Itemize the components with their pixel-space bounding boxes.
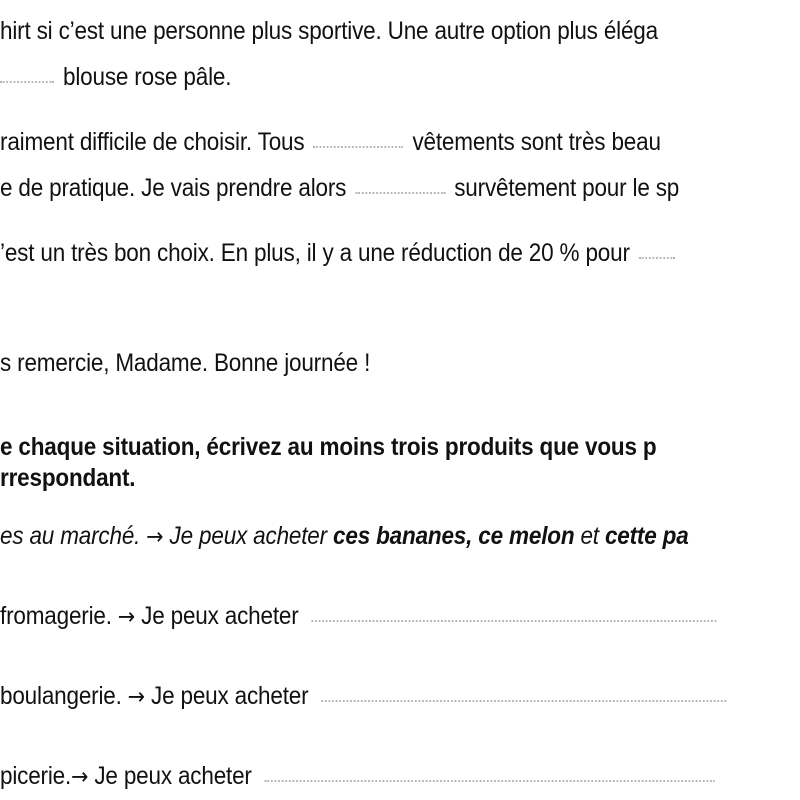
- answer-blank[interactable]: [264, 780, 714, 782]
- example-separator: ,: [466, 522, 473, 550]
- dialogue-text: survêtement pour le sp: [454, 174, 680, 202]
- exercise-item-2: [0, 681, 735, 712]
- exercise-item-3: [0, 761, 723, 792]
- instruction-line-2: rrespondant.: [0, 464, 136, 492]
- exercise-instruction-cont: [0, 463, 135, 493]
- dialogue-line-4: [0, 173, 679, 203]
- dialogue-line-6: [0, 348, 370, 378]
- example-phrase: Je peux acheter: [169, 522, 327, 550]
- answer-blank[interactable]: [639, 257, 675, 259]
- exercise-item-1: [0, 601, 725, 632]
- dialogue-text: s remercie, Madame. Bonne journée !: [0, 349, 371, 377]
- dialogue-text: ’est un très bon choix. En plus, il y a une réduction de 20 % pour: [0, 239, 630, 267]
- arrow-icon: →: [127, 684, 145, 710]
- item-situation: picerie.: [0, 762, 72, 790]
- example-conjunction: et: [580, 522, 599, 550]
- answer-blank[interactable]: [311, 620, 716, 622]
- example-item: cette pa: [604, 522, 689, 550]
- item-situation: fromagerie.: [0, 602, 112, 630]
- item-phrase: Je peux acheter: [151, 682, 309, 710]
- arrow-icon: →: [117, 604, 136, 630]
- example-line: [0, 521, 689, 552]
- dialogue-text: raiment difficile de choisir. Tous: [0, 128, 305, 156]
- item-situation: boulangerie.: [0, 682, 122, 710]
- dialogue-line-3: [0, 127, 661, 157]
- dialogue-text: vêtements sont très beau: [412, 128, 661, 156]
- answer-blank[interactable]: [321, 700, 726, 702]
- example-situation: es au marché.: [0, 522, 141, 550]
- arrow-icon: →: [71, 764, 89, 790]
- answer-blank[interactable]: [355, 192, 445, 194]
- arrow-icon: →: [146, 524, 164, 550]
- dialogue-text: hirt si c’est une personne plus sportive. Une autre option plus éléga: [0, 17, 658, 45]
- instruction-line-1: e chaque situation, écrivez au moins trois produits que vous p: [0, 433, 657, 461]
- dialogue-line-2: [0, 62, 231, 92]
- exercise-instruction: [0, 432, 656, 462]
- item-phrase: Je peux acheter: [94, 762, 252, 790]
- example-item: ces bananes: [333, 522, 467, 550]
- dialogue-line-1: [0, 16, 658, 46]
- answer-blank[interactable]: [0, 81, 54, 83]
- answer-blank[interactable]: [313, 146, 403, 148]
- dialogue-text: e de pratique. Je vais prendre alors: [0, 174, 347, 202]
- item-phrase: Je peux acheter: [141, 602, 299, 630]
- example-item: ce melon: [478, 522, 575, 550]
- dialogue-text: blouse rose pâle.: [63, 63, 232, 91]
- dialogue-line-5: [0, 238, 684, 268]
